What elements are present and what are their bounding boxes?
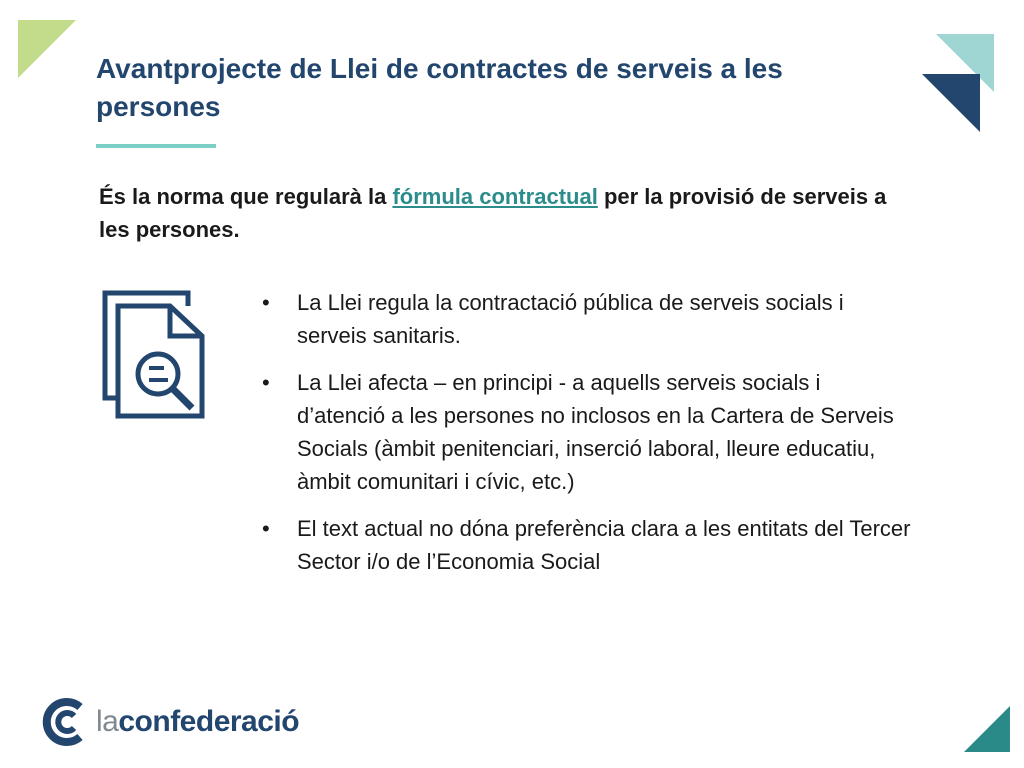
bullet-text: La Llei regula la contractació pública de serveis socials i serveis sanitaris. bbox=[297, 290, 844, 348]
list-item bbox=[262, 512, 912, 578]
intro-text-after: per la provisió de serveis a les persones. bbox=[99, 184, 887, 242]
bullet-text: La Llei afecta – en principi - a aquells serveis socials i d’atenció a les persones no inclosos en la Cartera de Serveis Socials (àmbit penitenciari, inserció laboral, lleure educatiu, àmbit comunitari i cívic, etc.) bbox=[297, 370, 894, 494]
corner-triangle-bottom-right bbox=[964, 706, 1010, 752]
document-search-icon bbox=[100, 288, 212, 424]
bullet-marker: • bbox=[262, 290, 270, 315]
logo-prefix: la bbox=[96, 705, 119, 738]
corner-triangle-top-right-navy bbox=[922, 74, 980, 132]
bullet-list bbox=[262, 286, 912, 592]
bullet-marker: • bbox=[262, 370, 270, 395]
confederacio-logo bbox=[40, 697, 299, 747]
formula-contractual-link[interactable]: fórmula contractual bbox=[392, 184, 598, 209]
bullet-text: El text actual no dóna preferència clara a les entitats del Tercer Sector i/o de l’Economia Social bbox=[297, 516, 911, 574]
slide-title: Avantprojecte de Llei de contractes de serveis a les persones bbox=[96, 53, 783, 122]
list-item bbox=[262, 366, 912, 498]
confederacio-logo-icon bbox=[40, 697, 88, 747]
bullet-marker: • bbox=[262, 516, 270, 541]
title-underline bbox=[96, 144, 216, 148]
logo-name: confederació bbox=[118, 705, 300, 738]
logo-wordmark bbox=[96, 705, 299, 739]
intro-statement bbox=[99, 180, 919, 246]
list-item bbox=[262, 286, 912, 352]
intro-text-before: És la norma que regularà la bbox=[99, 184, 393, 209]
corner-triangle-top-left bbox=[18, 20, 76, 78]
